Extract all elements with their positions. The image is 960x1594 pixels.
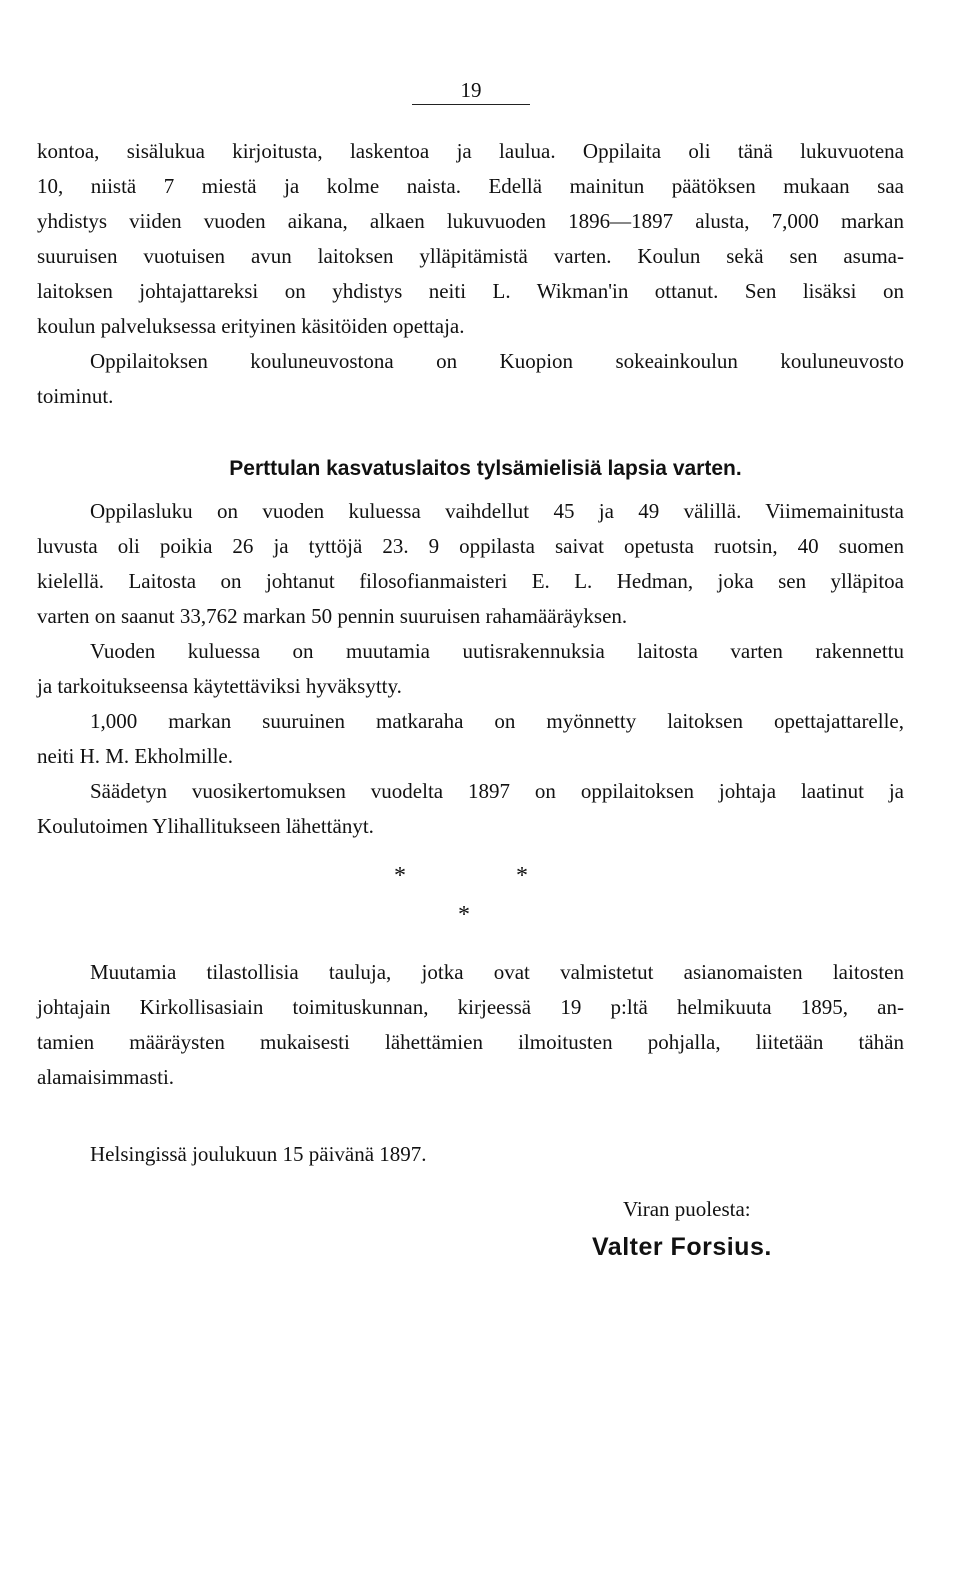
asterisk-separator: * — [394, 863, 406, 889]
text-line: alamaisimmasti. — [37, 1065, 175, 1089]
text-line: Muutamia tilastollisia tauluja, jotka ovat valmistetut asianomaisten laitosten — [90, 960, 904, 984]
perttula-section — [37, 444, 904, 844]
text-line: ja tarkoitukseensa käytettäviksi hyväksytty. — [37, 674, 402, 698]
page-number: 19 — [412, 78, 530, 105]
text-line: Oppilaitoksen kouluneuvostona on Kuopion sokeainkoulun kouluneuvosto — [90, 349, 904, 373]
text-line: Oppilasluku on vuoden kuluessa vaihdellut 45 ja 49 välillä. Viimemainitusta — [90, 499, 904, 523]
text-line: toiminut. — [37, 384, 114, 408]
text-line: 1,000 markan suuruinen matkaraha on myönnetty laitoksen opettajattarelle, — [90, 709, 904, 733]
text-line: Koulutoimen Ylihallitukseen lähettänyt. — [37, 814, 374, 838]
section-heading: Perttulan kasvatuslaitos tylsämielisiä lapsia varten. — [229, 457, 742, 480]
text-line: Vuoden kuluessa on muutamia uutisrakennuksia laitosta varten rakennettu — [90, 639, 904, 663]
asterisk-separator: * — [458, 902, 470, 928]
signature: Valter Forsius. — [592, 1233, 772, 1261]
closing-paragraph — [37, 955, 904, 1095]
text-line: laitoksen johtajattareksi on yhdistys neiti L. Wikman'in ottanut. Sen lisäksi on — [37, 279, 904, 303]
text-line: 10, niistä 7 miestä ja kolme naista. Edellä mainitun päätöksen mukaan saa — [37, 174, 904, 198]
text-line: suuruisen vuotuisen avun laitoksen ylläpitämistä varten. Koulun sekä sen asuma- — [37, 244, 904, 268]
text-line: kielellä. Laitosta on johtanut filosofianmaisteri E. L. Hedman, joka sen ylläpitoa — [37, 569, 904, 593]
place-date: Helsingissä joulukuun 15 päivänä 1897. — [90, 1142, 427, 1166]
text-line: kontoa, sisälukua kirjoitusta, laskentoa ja laulua. Oppilaita oli tänä lukuvuotena — [37, 139, 904, 163]
text-line: yhdistys viiden vuoden aikana, alkaen lukuvuoden 1896—1897 alusta, 7,000 markan — [37, 209, 904, 233]
intro-paragraphs — [37, 134, 904, 414]
official-capacity: Viran puolesta: — [623, 1197, 751, 1221]
text-line: neiti H. M. Ekholmille. — [37, 744, 233, 768]
text-line: koulun palveluksessa erityinen käsitöiden opettaja. — [37, 314, 465, 338]
asterisk-separator: * — [516, 863, 528, 889]
text-line: luvusta oli poikia 26 ja tyttöjä 23. 9 oppilasta saivat opetusta ruotsin, 40 suomen — [37, 534, 904, 558]
text-line: varten on saanut 33,762 markan 50 pennin suuruisen rahamääräyksen. — [37, 604, 628, 628]
text-line: tamien määräysten mukaisesti lähettämien ilmoitusten pohjalla, liitetään tähän — [37, 1030, 904, 1054]
text-line: Säädetyn vuosikertomuksen vuodelta 1897 on oppilaitoksen johtaja laatinut ja — [90, 779, 904, 803]
text-line: johtajain Kirkollisasiain toimituskunnan, kirjeessä 19 p:ltä helmikuuta 1895, an- — [37, 995, 904, 1019]
